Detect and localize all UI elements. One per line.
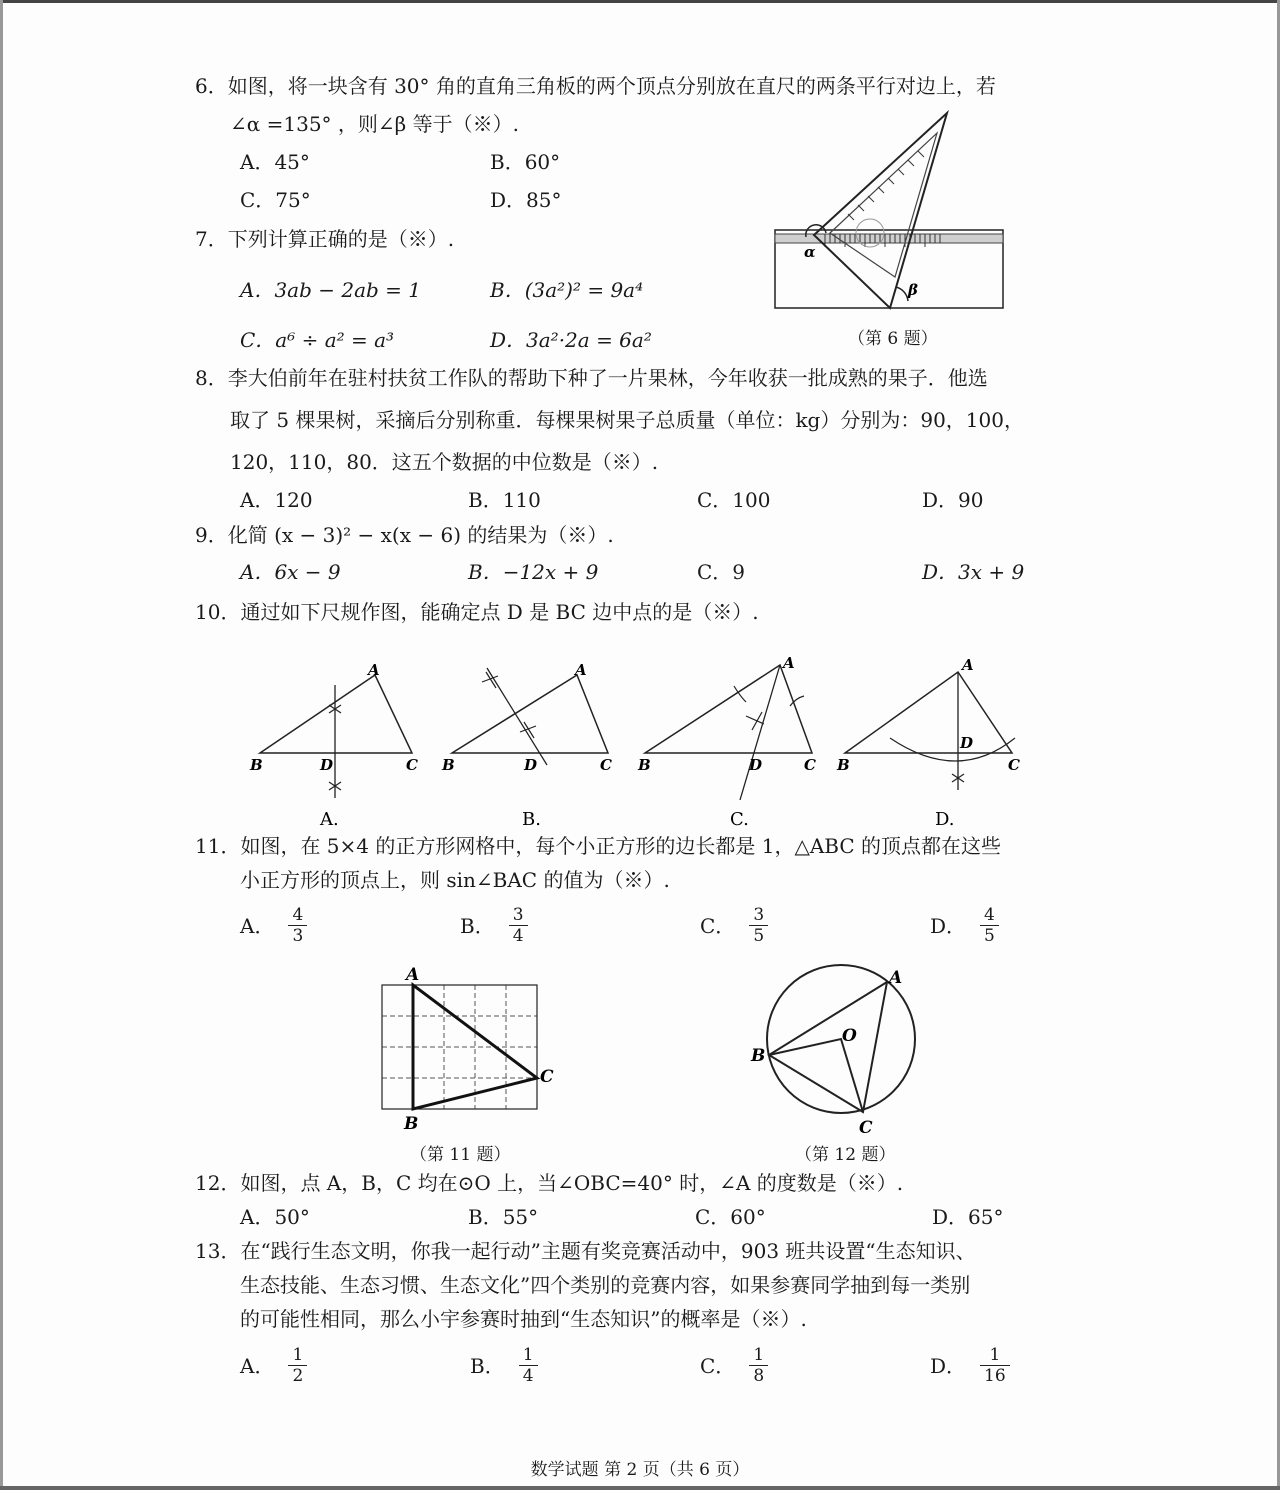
q10-figure-a bbox=[249, 661, 418, 830]
q7-option-d: D．3a²·2a = 6a² bbox=[490, 328, 652, 352]
q10-option-d-label: D. bbox=[935, 809, 955, 830]
q6-option-b: B．60° bbox=[490, 150, 561, 174]
svg-text:B: B bbox=[837, 756, 850, 774]
svg-text:A: A bbox=[889, 968, 903, 988]
svg-text:D: D bbox=[960, 734, 974, 752]
q12-radii bbox=[769, 1039, 863, 1112]
q11-grid bbox=[382, 985, 537, 1109]
svg-text:B: B bbox=[404, 1114, 419, 1134]
svg-text:C: C bbox=[1008, 756, 1020, 774]
page-bottom-border bbox=[0, 1486, 1280, 1490]
q9-option-a: A．6x − 9 bbox=[240, 560, 341, 584]
svg-text:D: D bbox=[749, 756, 763, 774]
page-top-border bbox=[0, 0, 1280, 3]
q10-figure-d bbox=[836, 656, 1020, 830]
q6-stem-line2: ∠α =135° ，则∠β 等于（※）. bbox=[230, 112, 519, 136]
q6-option-a: A．45° bbox=[240, 150, 310, 174]
q10-option-b-label: B. bbox=[522, 809, 541, 830]
q12-option-a: A．50° bbox=[240, 1205, 310, 1229]
svg-text:A: A bbox=[962, 656, 974, 674]
q11-figure bbox=[370, 960, 570, 1135]
q12-stem: 12．如图，点 A，B，C 均在⊙O 上，当∠OBC=40° 时，∠A 的度数是（※）. bbox=[195, 1171, 904, 1195]
q8-option-a: A．120 bbox=[240, 488, 313, 512]
q8-stem-line2: 取了 5 棵果树，采摘后分别称重．每棵果树果子总质量（单位：kg）分别为：90，100， bbox=[230, 408, 1024, 432]
q8-option-d: D．90 bbox=[922, 488, 984, 512]
svg-text:O: O bbox=[842, 1026, 857, 1046]
svg-text:C: C bbox=[540, 1067, 554, 1087]
q11-option-b: B． $\frac{3}{4}$ bbox=[460, 905, 528, 946]
svg-text:A: A bbox=[783, 654, 795, 672]
q13-stem-line3: 的可能性相同，那么小宇参赛时抽到“生态知识”的概率是（※）. bbox=[240, 1307, 807, 1331]
q13-stem-line2: 生态技能、生态习惯、生态文化”四个类别的竞赛内容，如果参赛同学抽到每一类别 bbox=[240, 1273, 971, 1297]
q13-option-a: A． $\frac{1}{2}$ bbox=[240, 1345, 307, 1386]
ruler-scale-band bbox=[775, 234, 1003, 243]
alpha-label: α bbox=[804, 243, 816, 261]
q10-option-c-label: C. bbox=[730, 809, 749, 830]
q8-stem-line3: 120，110，80．这五个数据的中位数是（※）. bbox=[230, 450, 659, 474]
svg-text:B: B bbox=[638, 756, 651, 774]
q13-option-d: D． $\frac{1}{16}$ bbox=[930, 1345, 1010, 1386]
q10-stem: 10．通过如下尺规作图，能确定点 D 是 BC 边中点的是（※）. bbox=[195, 600, 759, 624]
q13-option-c: C． $\frac{1}{8}$ bbox=[700, 1345, 768, 1386]
beta-label: β bbox=[908, 281, 918, 299]
q10-option-a-label: A. bbox=[320, 809, 339, 830]
q10-figures bbox=[240, 650, 1040, 835]
q13-option-b: B． $\frac{1}{4}$ bbox=[470, 1345, 538, 1386]
q7-stem: 7．下列计算正确的是（※）. bbox=[195, 227, 455, 251]
q11-option-a: A． $\frac{4}{3}$ bbox=[240, 905, 307, 946]
q10-figure-b bbox=[441, 661, 612, 830]
q7-option-c: C．a⁶ ÷ a² = a³ bbox=[240, 328, 395, 352]
q12-figure bbox=[745, 955, 930, 1140]
q7-option-a: A．3ab − 2ab = 1 bbox=[240, 278, 422, 302]
q6-figure bbox=[770, 105, 1015, 320]
q8-stem-line1: 8．李大伯前年在驻村扶贫工作队的帮助下种了一片果林，今年收获一批成熟的果子．他选 bbox=[195, 366, 988, 390]
q9-stem: 9．化简 (x − 3)² − x(x − 6) 的结果为（※）. bbox=[195, 523, 614, 547]
q12-option-b: B．55° bbox=[468, 1205, 539, 1229]
q12-option-c: C．60° bbox=[695, 1205, 766, 1229]
q11-stem-line2: 小正方形的顶点上，则 sin∠BAC 的值为（※）. bbox=[240, 868, 670, 892]
q11-figure-caption: （第 11 题） bbox=[410, 1145, 511, 1165]
q6-figure-caption: （第 6 题） bbox=[848, 329, 938, 349]
q8-option-c: C．100 bbox=[697, 488, 771, 512]
svg-text:C: C bbox=[859, 1118, 873, 1138]
q10-figure-c bbox=[637, 654, 816, 830]
svg-text:B: B bbox=[751, 1046, 766, 1066]
q13-stem-line1: 13．在“践行生态文明，你我一起行动”主题有奖竞赛活动中，903 班共设置“生态知识、 bbox=[195, 1239, 976, 1263]
svg-text:D: D bbox=[524, 756, 538, 774]
beta-arc bbox=[896, 287, 908, 301]
q9-option-b: B．−12x + 9 bbox=[468, 560, 599, 584]
q12-option-d: D．65° bbox=[932, 1205, 1004, 1229]
q12-figure-caption: （第 12 题） bbox=[795, 1145, 896, 1165]
page-left-border bbox=[0, 0, 3, 1490]
svg-text:C: C bbox=[406, 756, 418, 774]
q6-option-c: C．75° bbox=[240, 188, 311, 212]
svg-text:A: A bbox=[406, 965, 420, 985]
set-square-ticks bbox=[848, 151, 924, 220]
q7-option-b: B．(3a²)² = 9a⁴ bbox=[490, 278, 644, 302]
q9-option-c: C．9 bbox=[697, 560, 746, 584]
q11-option-d: D． $\frac{4}{5}$ bbox=[930, 905, 999, 946]
q11-option-c: C． $\frac{3}{5}$ bbox=[700, 905, 768, 946]
q9-option-d: D．3x + 9 bbox=[922, 560, 1025, 584]
svg-text:C: C bbox=[804, 756, 816, 774]
svg-text:D: D bbox=[320, 756, 334, 774]
q8-option-b: B．110 bbox=[468, 488, 541, 512]
svg-text:C: C bbox=[600, 756, 612, 774]
svg-text:A: A bbox=[575, 661, 587, 679]
q6-stem-line1: 6．如图，将一块含有 30° 角的直角三角板的两个顶点分别放在直尺的两条平行对边上，若 bbox=[195, 74, 996, 98]
q11-stem-line1: 11．如图，在 5×4 的正方形网格中，每个小正方形的边长都是 1，△ABC 的顶点都在这些 bbox=[195, 834, 1002, 858]
svg-text:B: B bbox=[442, 756, 455, 774]
q6-option-d: D．85° bbox=[490, 188, 562, 212]
page-footer: 数学试题 第 2 页（共 6 页） bbox=[530, 1460, 750, 1480]
svg-text:B: B bbox=[250, 756, 263, 774]
svg-text:A: A bbox=[368, 661, 380, 679]
q12-triangle bbox=[769, 982, 887, 1112]
